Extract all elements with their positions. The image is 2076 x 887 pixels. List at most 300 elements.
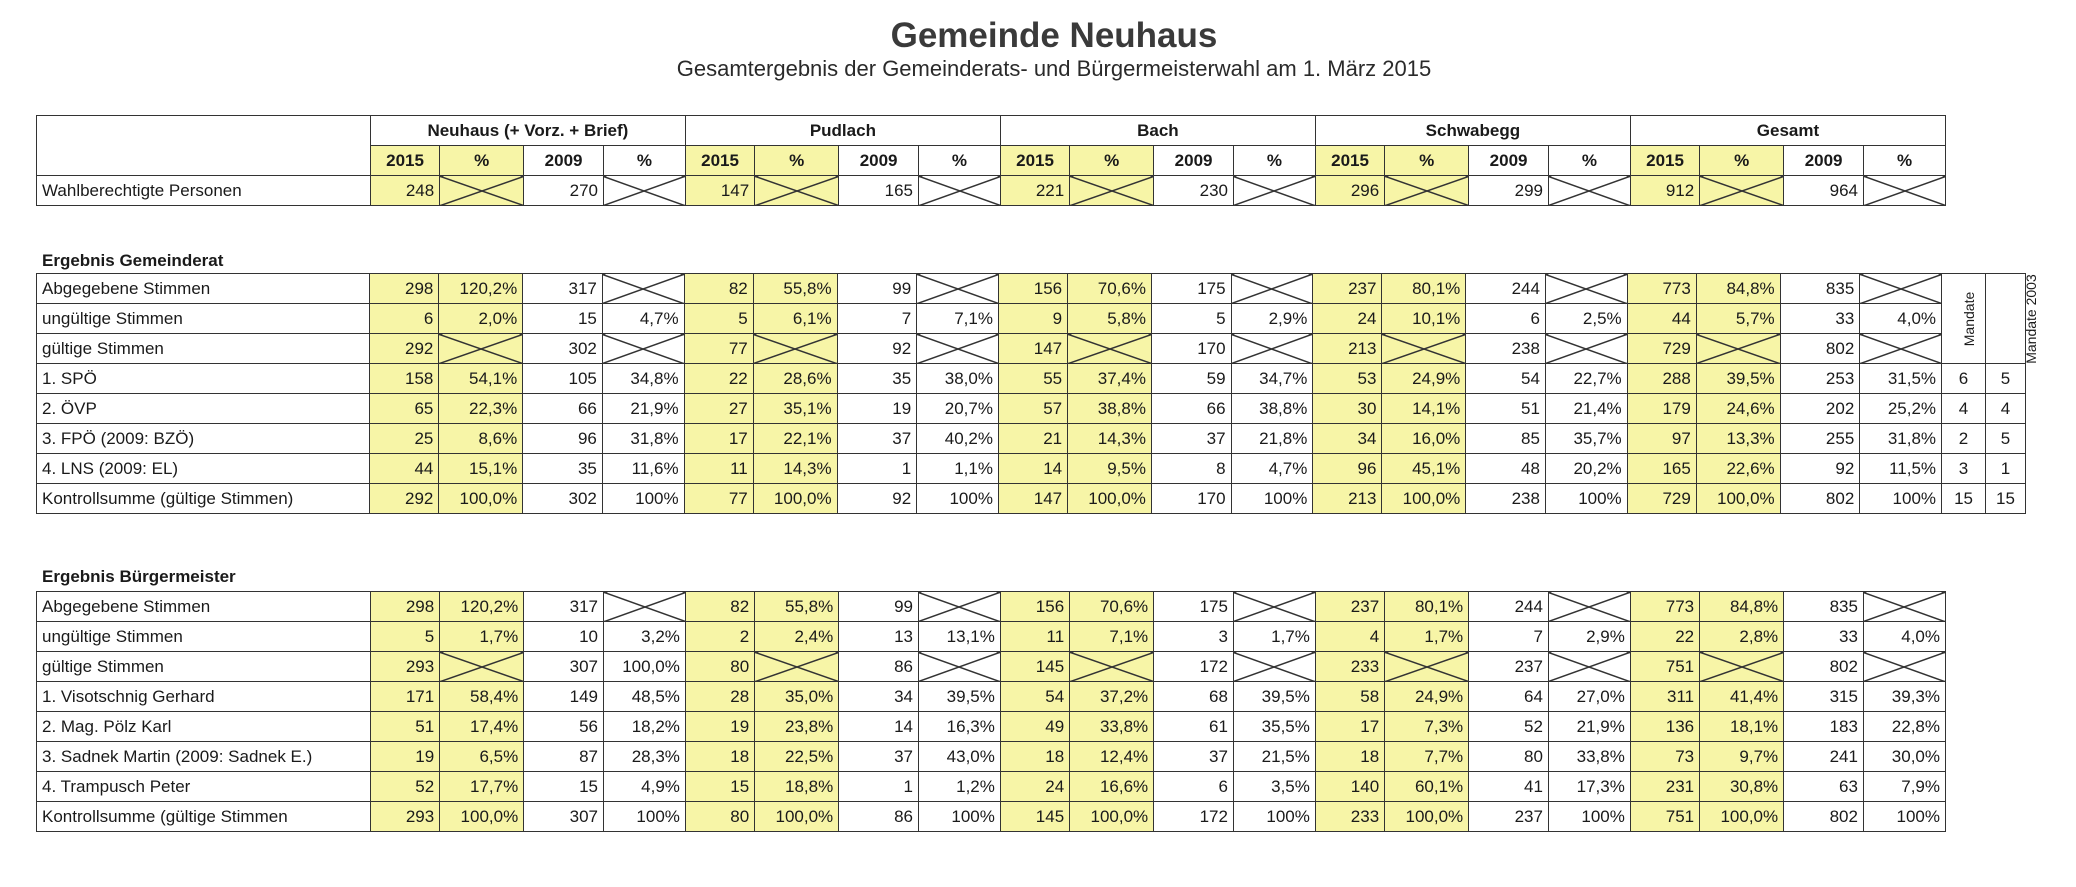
value-cell: 4,7%: [1231, 454, 1313, 484]
value-cell: 179: [1627, 394, 1696, 424]
crossed-cell: [1233, 652, 1315, 682]
value-cell: 92: [1780, 454, 1860, 484]
value-cell: 6: [1154, 772, 1234, 802]
table-row: [37, 622, 1946, 652]
value-cell: 38,8%: [1231, 394, 1313, 424]
eligible-row: [37, 176, 1946, 206]
value-cell: 35,5%: [1233, 712, 1315, 742]
value-cell: 170: [1151, 334, 1231, 364]
value-cell: 4,9%: [604, 772, 686, 802]
value-cell: 16,3%: [918, 712, 1000, 742]
value-cell: 43,0%: [918, 742, 1000, 772]
value-cell: 2: [685, 622, 754, 652]
value-cell: 233: [1315, 652, 1384, 682]
value-cell: 9: [998, 304, 1067, 334]
value-cell: 59: [1151, 364, 1231, 394]
crossed-cell: [1068, 334, 1152, 364]
crossed-cell: [440, 176, 524, 206]
crossed-cell: [753, 334, 837, 364]
sub-header: 2015: [685, 146, 754, 176]
value-cell: 15: [685, 772, 754, 802]
mandate-cell: 3: [1942, 454, 1986, 484]
value-cell: 30,8%: [1700, 772, 1784, 802]
mandate-cell: 6: [1942, 364, 1986, 394]
sub-header: %: [1233, 146, 1315, 176]
value-cell: 80,1%: [1382, 274, 1466, 304]
crossed-cell: [1548, 592, 1630, 622]
sub-header: %: [919, 146, 1001, 176]
group-header-1: Pudlach: [685, 116, 1000, 146]
crossed-cell: [602, 334, 684, 364]
value-cell: 20,2%: [1545, 454, 1627, 484]
value-cell: 221: [1000, 176, 1069, 206]
value-cell: 61: [1154, 712, 1234, 742]
value-cell: 64: [1469, 682, 1549, 712]
mayor-results-table: [36, 591, 1946, 832]
row-label: 4. Trampusch Peter: [37, 772, 371, 802]
value-cell: 54: [1466, 364, 1546, 394]
value-cell: 37,2%: [1070, 682, 1154, 712]
crossed-cell: [755, 176, 839, 206]
council-section-title: Ergebnis Gemeinderat: [42, 251, 224, 270]
value-cell: 60,1%: [1385, 772, 1469, 802]
value-cell: 18,1%: [1700, 712, 1784, 742]
value-cell: 8,6%: [439, 424, 523, 454]
value-cell: 35,7%: [1545, 424, 1627, 454]
value-cell: 293: [370, 802, 439, 832]
value-cell: 964: [1784, 176, 1864, 206]
value-cell: 96: [523, 424, 603, 454]
value-cell: 57: [998, 394, 1067, 424]
value-cell: 86: [839, 802, 919, 832]
sub-header: %: [603, 146, 685, 176]
value-cell: 80: [685, 802, 754, 832]
value-cell: 248: [370, 176, 439, 206]
value-cell: 38,0%: [917, 364, 999, 394]
value-cell: 34,7%: [1231, 364, 1313, 394]
crossed-cell: [918, 592, 1000, 622]
mandate-2003-cell: 5: [1986, 424, 2026, 454]
value-cell: 270: [524, 176, 604, 206]
value-cell: 175: [1154, 592, 1234, 622]
value-cell: 34,8%: [602, 364, 684, 394]
value-cell: 28: [685, 682, 754, 712]
value-cell: 44: [370, 454, 439, 484]
table-row: [37, 364, 2026, 394]
value-cell: 55,8%: [755, 592, 839, 622]
crossed-cell: [1231, 334, 1313, 364]
value-cell: 27,0%: [1548, 682, 1630, 712]
crossed-cell: [1382, 334, 1466, 364]
value-cell: 1,1%: [917, 454, 999, 484]
value-cell: 302: [523, 334, 603, 364]
sub-header: %: [1548, 146, 1630, 176]
value-cell: 33,8%: [1548, 742, 1630, 772]
value-cell: 2,9%: [1548, 622, 1630, 652]
value-cell: 2,9%: [1231, 304, 1313, 334]
value-cell: 27: [684, 394, 753, 424]
value-cell: 58,4%: [440, 682, 524, 712]
mandate-cell: 4: [1942, 394, 1986, 424]
sub-header: 2009: [524, 146, 604, 176]
value-cell: 25,2%: [1860, 394, 1942, 424]
value-cell: 24: [1000, 772, 1069, 802]
value-cell: 2,8%: [1700, 622, 1784, 652]
value-cell: 171: [370, 682, 439, 712]
value-cell: 38,8%: [1068, 394, 1152, 424]
row-label: 4. LNS (2009: EL): [37, 454, 370, 484]
value-cell: 1: [837, 454, 917, 484]
row-label: 2. ÖVP: [37, 394, 370, 424]
value-cell: 30,0%: [1863, 742, 1945, 772]
sub-header: %: [1700, 146, 1784, 176]
value-cell: 97: [1627, 424, 1696, 454]
table-row: [37, 394, 2026, 424]
value-cell: 105: [523, 364, 603, 394]
value-cell: 92: [837, 484, 917, 514]
value-cell: 773: [1630, 592, 1699, 622]
value-cell: 3: [1154, 622, 1234, 652]
value-cell: 80: [1469, 742, 1549, 772]
sub-header: 2015: [370, 146, 439, 176]
sub-header: 2015: [1630, 146, 1699, 176]
value-cell: 54: [1000, 682, 1069, 712]
value-cell: 165: [839, 176, 919, 206]
value-cell: 6: [1466, 304, 1546, 334]
sub-header: 2009: [1469, 146, 1549, 176]
value-cell: 52: [370, 772, 439, 802]
value-cell: 298: [370, 592, 439, 622]
value-cell: 241: [1784, 742, 1864, 772]
value-cell: 35,0%: [755, 682, 839, 712]
value-cell: 19: [685, 712, 754, 742]
table-row: [37, 712, 1946, 742]
value-cell: 84,8%: [1696, 274, 1780, 304]
value-cell: 6,5%: [440, 742, 524, 772]
table-row: [37, 334, 2026, 364]
value-cell: 213: [1313, 334, 1382, 364]
value-cell: 22,1%: [753, 424, 837, 454]
value-cell: 307: [524, 652, 604, 682]
crossed-cell: [917, 334, 999, 364]
row-label: ungültige Stimmen: [37, 622, 371, 652]
value-cell: 296: [1315, 176, 1384, 206]
value-cell: 99: [837, 274, 917, 304]
mandate-2003-cell: 15: [1986, 484, 2026, 514]
value-cell: 302: [523, 484, 603, 514]
value-cell: 18,8%: [755, 772, 839, 802]
value-cell: 65: [370, 394, 439, 424]
value-cell: 8: [1151, 454, 1231, 484]
crossed-cell: [1863, 592, 1945, 622]
value-cell: 298: [370, 274, 439, 304]
table-row: [37, 454, 2026, 484]
crossed-cell: [1070, 176, 1154, 206]
crossed-cell: [439, 334, 523, 364]
value-cell: 39,3%: [1863, 682, 1945, 712]
value-cell: 237: [1469, 802, 1549, 832]
value-cell: 6: [370, 304, 439, 334]
mayor-section-title: Ergebnis Bürgermeister: [42, 567, 236, 586]
table-row: [37, 742, 1946, 772]
value-cell: 10,1%: [1382, 304, 1466, 334]
value-cell: 7,1%: [1070, 622, 1154, 652]
value-cell: 82: [685, 592, 754, 622]
value-cell: 1,7%: [1385, 622, 1469, 652]
crossed-cell: [603, 176, 685, 206]
value-cell: 100,0%: [1385, 802, 1469, 832]
crossed-cell: [1545, 334, 1627, 364]
value-cell: 288: [1627, 364, 1696, 394]
row-label: gültige Stimmen: [37, 334, 370, 364]
value-cell: 7,1%: [917, 304, 999, 334]
row-label: Kontrollsumme (gültige Stimmen): [37, 484, 370, 514]
value-cell: 48: [1466, 454, 1546, 484]
value-cell: 100,0%: [1700, 802, 1784, 832]
value-cell: 100%: [1860, 484, 1942, 514]
value-cell: 33,8%: [1070, 712, 1154, 742]
value-cell: 231: [1630, 772, 1699, 802]
row-label: 1. Visotschnig Gerhard: [37, 682, 371, 712]
value-cell: 13,3%: [1696, 424, 1780, 454]
corner-cell: [37, 116, 371, 176]
value-cell: 149: [524, 682, 604, 712]
row-label: gültige Stimmen: [37, 652, 371, 682]
value-cell: 802: [1784, 652, 1864, 682]
value-cell: 244: [1466, 274, 1546, 304]
table-row: [37, 424, 2026, 454]
value-cell: 16,6%: [1070, 772, 1154, 802]
sub-header: %: [440, 146, 524, 176]
sub-header: %: [755, 146, 839, 176]
value-cell: 54,1%: [439, 364, 523, 394]
value-cell: 14,3%: [1068, 424, 1152, 454]
value-cell: 30: [1313, 394, 1382, 424]
value-cell: 82: [684, 274, 753, 304]
value-cell: 25: [370, 424, 439, 454]
sub-header: 2009: [1784, 146, 1864, 176]
value-cell: 22,5%: [755, 742, 839, 772]
value-cell: 292: [370, 334, 439, 364]
group-header-row: [37, 116, 1946, 146]
value-cell: 213: [1313, 484, 1382, 514]
row-label: 3. FPÖ (2009: BZÖ): [37, 424, 370, 454]
value-cell: 4,0%: [1860, 304, 1942, 334]
value-cell: 5,8%: [1068, 304, 1152, 334]
page-subtitle: Gesamtergebnis der Gemeinderats- und Bürgermeisterwahl am 1. März 2015: [676, 56, 1432, 81]
crossed-cell: [918, 652, 1000, 682]
value-cell: 156: [998, 274, 1067, 304]
crossed-cell: [440, 652, 524, 682]
value-cell: 56: [524, 712, 604, 742]
value-cell: 238: [1466, 484, 1546, 514]
sub-header: %: [1385, 146, 1469, 176]
value-cell: 22,7%: [1545, 364, 1627, 394]
table-row: [37, 802, 1946, 832]
value-cell: 15: [523, 304, 603, 334]
value-cell: 317: [524, 592, 604, 622]
value-cell: 311: [1630, 682, 1699, 712]
crossed-cell: [1548, 176, 1630, 206]
sub-header: 2015: [1000, 146, 1069, 176]
value-cell: 49: [1000, 712, 1069, 742]
value-cell: 100%: [1863, 802, 1945, 832]
value-cell: 2,0%: [439, 304, 523, 334]
group-header-0: Neuhaus (+ Vorz. + Brief): [370, 116, 685, 146]
table-row: [37, 772, 1946, 802]
value-cell: 16,0%: [1382, 424, 1466, 454]
value-cell: 230: [1154, 176, 1234, 206]
value-cell: 70,6%: [1068, 274, 1152, 304]
value-cell: 100%: [1548, 802, 1630, 832]
value-cell: 136: [1630, 712, 1699, 742]
crossed-cell: [1385, 652, 1469, 682]
value-cell: 11: [1000, 622, 1069, 652]
value-cell: 20,7%: [917, 394, 999, 424]
value-cell: 35: [523, 454, 603, 484]
value-cell: 244: [1469, 592, 1549, 622]
value-cell: 100%: [917, 484, 999, 514]
value-cell: 1: [839, 772, 919, 802]
value-cell: 14,3%: [753, 454, 837, 484]
mandate-cell: 15: [1942, 484, 1986, 514]
crossed-cell: [1863, 652, 1945, 682]
value-cell: 21,5%: [1233, 742, 1315, 772]
value-cell: 7,9%: [1863, 772, 1945, 802]
value-cell: 73: [1630, 742, 1699, 772]
value-cell: 51: [370, 712, 439, 742]
value-cell: 7: [837, 304, 917, 334]
value-cell: 145: [1000, 802, 1069, 832]
sub-header: %: [1864, 146, 1946, 176]
value-cell: 53: [1313, 364, 1382, 394]
crossed-cell: [1696, 334, 1780, 364]
value-cell: 237: [1469, 652, 1549, 682]
value-cell: 13,1%: [918, 622, 1000, 652]
crossed-cell: [1860, 274, 1942, 304]
value-cell: 55: [998, 364, 1067, 394]
value-cell: 23,8%: [755, 712, 839, 742]
value-cell: 802: [1780, 334, 1860, 364]
value-cell: 120,2%: [439, 274, 523, 304]
value-cell: 175: [1151, 274, 1231, 304]
value-cell: 156: [1000, 592, 1069, 622]
value-cell: 15,1%: [439, 454, 523, 484]
table-row: [37, 274, 2026, 304]
value-cell: 70,6%: [1070, 592, 1154, 622]
value-cell: 172: [1154, 652, 1234, 682]
value-cell: 751: [1630, 652, 1699, 682]
value-cell: 1,7%: [1233, 622, 1315, 652]
value-cell: 13: [839, 622, 919, 652]
value-cell: 773: [1627, 274, 1696, 304]
value-cell: 58: [1315, 682, 1384, 712]
value-cell: 21,9%: [602, 394, 684, 424]
value-cell: 835: [1784, 592, 1864, 622]
value-cell: 41: [1469, 772, 1549, 802]
value-cell: 100,0%: [1696, 484, 1780, 514]
value-cell: 11: [684, 454, 753, 484]
value-cell: 22,6%: [1696, 454, 1780, 484]
mandate-2003-header: Mandate 2003: [1986, 274, 2026, 364]
value-cell: 14,1%: [1382, 394, 1466, 424]
value-cell: 802: [1784, 802, 1864, 832]
group-header-4: Gesamt: [1630, 116, 1945, 146]
value-cell: 10: [524, 622, 604, 652]
council-results-table: [36, 273, 2039, 514]
mandate-header: Mandate: [1942, 274, 1986, 364]
value-cell: 147: [998, 484, 1067, 514]
value-cell: 729: [1627, 334, 1696, 364]
value-cell: 21,8%: [1231, 424, 1313, 454]
value-cell: 66: [523, 394, 603, 424]
value-cell: 292: [370, 484, 439, 514]
header-table: [36, 115, 1946, 206]
value-cell: 100,0%: [755, 802, 839, 832]
value-cell: 100%: [602, 484, 684, 514]
value-cell: 96: [1313, 454, 1382, 484]
value-cell: 28,3%: [604, 742, 686, 772]
value-cell: 307: [524, 802, 604, 832]
value-cell: 51: [1466, 394, 1546, 424]
value-cell: 255: [1780, 424, 1860, 454]
value-cell: 35,1%: [753, 394, 837, 424]
value-cell: 3,2%: [604, 622, 686, 652]
row-label: Wahlberechtigte Personen: [37, 176, 371, 206]
page-title: Gemeinde Neuhaus: [890, 16, 1218, 55]
crossed-cell: [602, 274, 684, 304]
value-cell: 100,0%: [439, 484, 523, 514]
value-cell: 100,0%: [604, 652, 686, 682]
value-cell: 44: [1627, 304, 1696, 334]
value-cell: 100,0%: [1382, 484, 1466, 514]
value-cell: 5,7%: [1696, 304, 1780, 334]
value-cell: 100%: [1233, 802, 1315, 832]
value-cell: 24,6%: [1696, 394, 1780, 424]
crossed-cell: [1385, 176, 1469, 206]
value-cell: 9,7%: [1700, 742, 1784, 772]
value-cell: 24: [1313, 304, 1382, 334]
sub-header: 2015: [1315, 146, 1384, 176]
value-cell: 77: [684, 484, 753, 514]
value-cell: 7: [1469, 622, 1549, 652]
value-cell: 31,8%: [1860, 424, 1942, 454]
value-cell: 21: [998, 424, 1067, 454]
value-cell: 45,1%: [1382, 454, 1466, 484]
value-cell: 18: [1315, 742, 1384, 772]
value-cell: 233: [1315, 802, 1384, 832]
mandate-2003-cell: 5: [1986, 364, 2026, 394]
crossed-cell: [1700, 652, 1784, 682]
value-cell: 52: [1469, 712, 1549, 742]
crossed-cell: [1548, 652, 1630, 682]
table-row: [37, 682, 1946, 712]
table-row: [37, 484, 2026, 514]
value-cell: 4,0%: [1863, 622, 1945, 652]
crossed-cell: [919, 176, 1001, 206]
value-cell: 5: [684, 304, 753, 334]
value-cell: 14: [998, 454, 1067, 484]
value-cell: 39,5%: [1696, 364, 1780, 394]
value-cell: 145: [1000, 652, 1069, 682]
value-cell: 100%: [1231, 484, 1313, 514]
value-cell: 22,8%: [1863, 712, 1945, 742]
value-cell: 317: [523, 274, 603, 304]
value-cell: 100,0%: [753, 484, 837, 514]
value-cell: 28,6%: [753, 364, 837, 394]
value-cell: 22: [684, 364, 753, 394]
value-cell: 85: [1466, 424, 1546, 454]
